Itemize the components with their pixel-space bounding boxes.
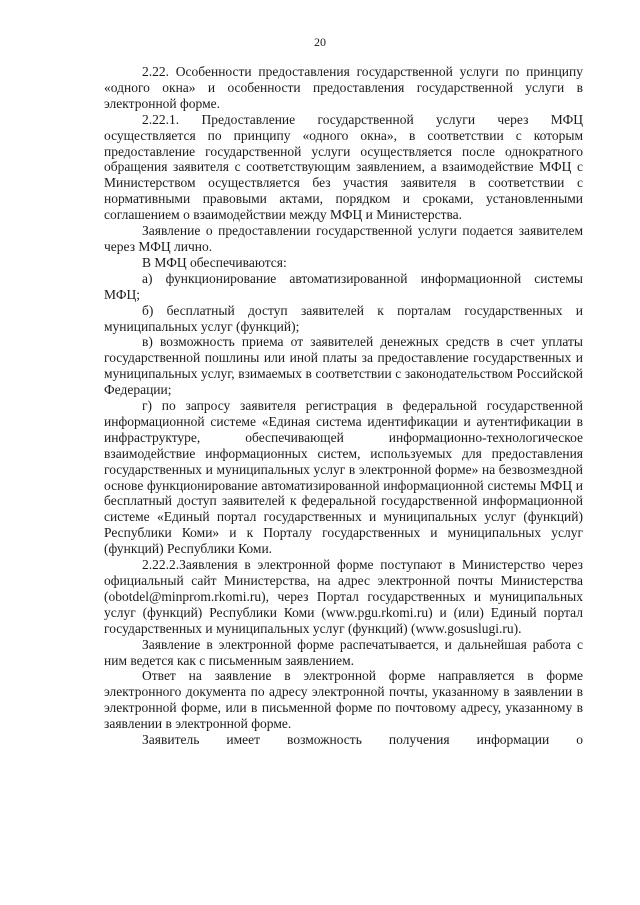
paragraph-print-electronic-application: Заявление в электронной форме распечатывается, и дальнейшая работа с ним ведется как с письменным заявлением. — [104, 636, 583, 668]
paragraph-2-22-1: 2.22.1. Предоставление государственной услуги через МФЦ осуществляется по принципу «одного окна», в соответствии с которым предоставление государственной услуги осуществляется после однократного обращения заявителя с соответствующим заявлением, а взаимодействие МФЦ с Министерством осуществляется без участия заявителя в соответствии с нормативными правовыми актами, порядком и сроками, установленными соглашением о взаимодействии между МФЦ и Министерства. — [104, 111, 583, 223]
page-number: 20 — [314, 35, 326, 49]
paragraph-mfc-provides: В МФЦ обеспечиваются: — [142, 254, 287, 270]
list-item-b: б) бесплатный доступ заявителей к порталам государственных и муниципальных услуг (функций); — [104, 302, 583, 334]
paragraph-2-22-heading: 2.22. Особенности предоставления государственной услуги по принципу «одного окна» и особенности предоставления государственной услуги в электронной форме. — [104, 64, 583, 111]
paragraph-applicant-information: Заявитель имеет возможность получения информации о — [142, 732, 583, 748]
list-item-a: а) функционирование автоматизированной информационной системы МФЦ; — [104, 270, 583, 302]
list-item-v: в) возможность приема от заявителей денежных средств в счет уплаты государственной пошлины или иной платы за предоставление государственных и муниципальных услуг, взимаемых в соответствии с законодательством Российской Федерации; — [104, 334, 583, 398]
paragraph-application-via-mfc: Заявление о предоставлении государственной услуги подается заявителем через МФЦ лично. — [104, 223, 583, 254]
list-item-g: г) по запросу заявителя регистрация в федеральной государственной информационной системе «Единая система идентификации и аутентификации в инфраструктуре, обеспечивающей информационно-технологическое взаимодействие информационных систем, используемых для предоставления государственных и муниципальных услуг в электронной форме» на безвозмездной основе функционирование автоматизированной информационной системы МФЦ и бесплатный доступ заявителей к федеральной государственной информационной системе «Единый портал государственных и муниципальных услуг (функций) Республики Коми» и к Порталу государственных и муниципальных услуг (функций) Республики Коми. — [104, 398, 583, 557]
paragraph-response-form: Ответ на заявление в электронной форме направляется в форме электронного документа по адресу электронной почты, указанному в заявлении в электронной форме, или в письменной форме по почтовому адресу, указанному в заявлении в электронной форме. — [104, 668, 583, 732]
paragraph-2-22-2: 2.22.2.Заявления в электронной форме поступают в Министерство через официальный сайт Министерства, на адрес электронной почты Министерства (obotdel@minprom.rkomi.ru), через Портал государственных и муниципальных услуг (функций) Республики Коми (www.pgu.rkomi.ru) и (или) Единый портал государственных и муниципальных услуг (функций) (www.gosuslugi.ru). — [104, 557, 583, 636]
document-body — [104, 64, 583, 748]
